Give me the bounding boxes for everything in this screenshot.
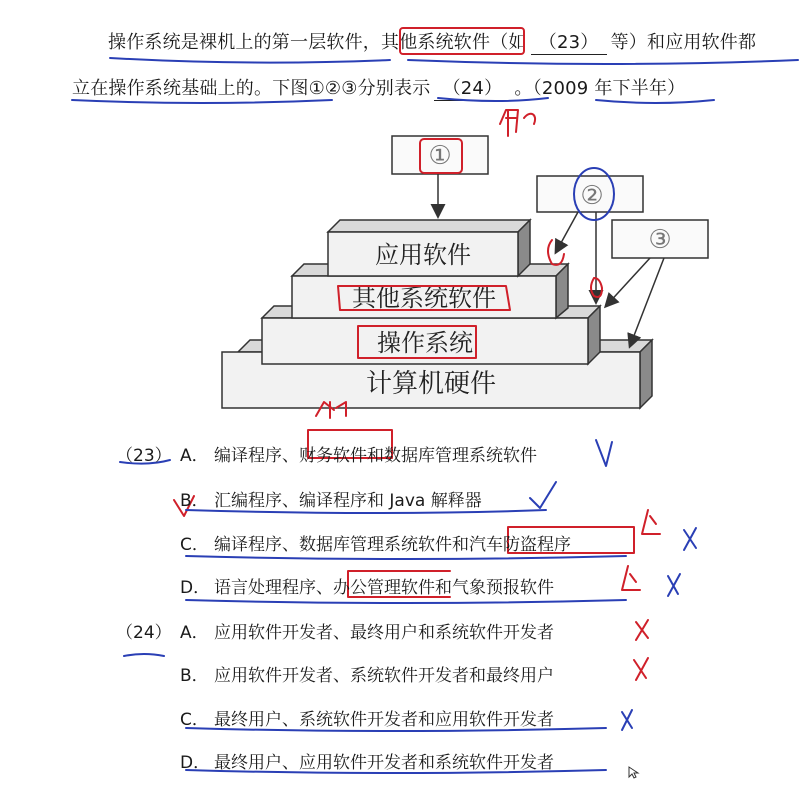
arrow-2a [556,212,578,252]
arrow-3b [630,258,664,346]
option-letter: C． [180,710,209,730]
q24-option-c[interactable] [180,705,554,730]
layer-application [328,220,530,276]
mouse-cursor-icon [628,766,640,780]
option-text: 最终用户、系统软件开发者和应用软件开发者 [214,710,554,730]
question-number-24: （24） [116,623,172,643]
question-number-23: （23） [116,446,172,466]
answer-blank-24: （24） [434,74,510,101]
layer-hardware-label: 计算机硬件 [365,369,497,399]
q23-option-d[interactable] [180,573,554,598]
option-letter: D． [180,578,211,598]
answer-blank-23: （23） [531,28,607,55]
option-letter: C． [180,535,209,555]
q24-option-b[interactable] [180,661,554,686]
q24-option-a[interactable] [180,618,554,643]
role-label-3: ③ [648,225,672,255]
layer-app-label: 应用软件 [375,241,471,269]
layer-other-label: 其他系统软件 [352,284,496,312]
option-text: 编译程序、财务软件和数据库管理系统软件 [214,446,537,466]
question-text: （如 [490,32,527,53]
q23-option-a[interactable] [180,441,537,466]
question-text: 操作系统是裸机上的第一层软件， [108,32,381,53]
role-label-2: ② [580,181,604,211]
role-label-1: ① [428,141,452,171]
option-text: 语言处理程序、办公管理软件和气象预报软件 [214,578,554,598]
option-text: 应用软件开发者、最终用户和系统软件开发者 [214,623,554,643]
option-letter: B． [180,491,209,511]
question-text: 。（2009 年下半年） [514,78,686,99]
q24-option-d[interactable] [180,748,554,773]
option-letter: D． [180,753,211,773]
option-text: 编译程序、数据库管理系统软件和汽车防盗程序 [214,535,571,555]
question-text: 其他系统软件 [381,32,491,53]
arrow-3a [606,258,650,306]
question-text: 立在操作系统基础上的。下图①②③分别表示 [72,78,431,99]
q23-option-b[interactable] [180,486,482,511]
option-text: 最终用户、应用软件开发者和系统软件开发者 [214,753,554,773]
option-letter: A． [180,446,209,466]
layer-os-label: 操作系统 [377,329,473,357]
option-text: 汇编程序、编译程序和 Java 解释器 [214,491,482,511]
q23-option-c[interactable] [180,530,571,555]
option-letter: B． [180,666,209,686]
option-letter: A． [180,623,209,643]
option-text: 应用软件开发者、系统软件开发者和最终用户 [214,666,554,686]
question-text: 等）和应用软件都 [610,32,757,53]
